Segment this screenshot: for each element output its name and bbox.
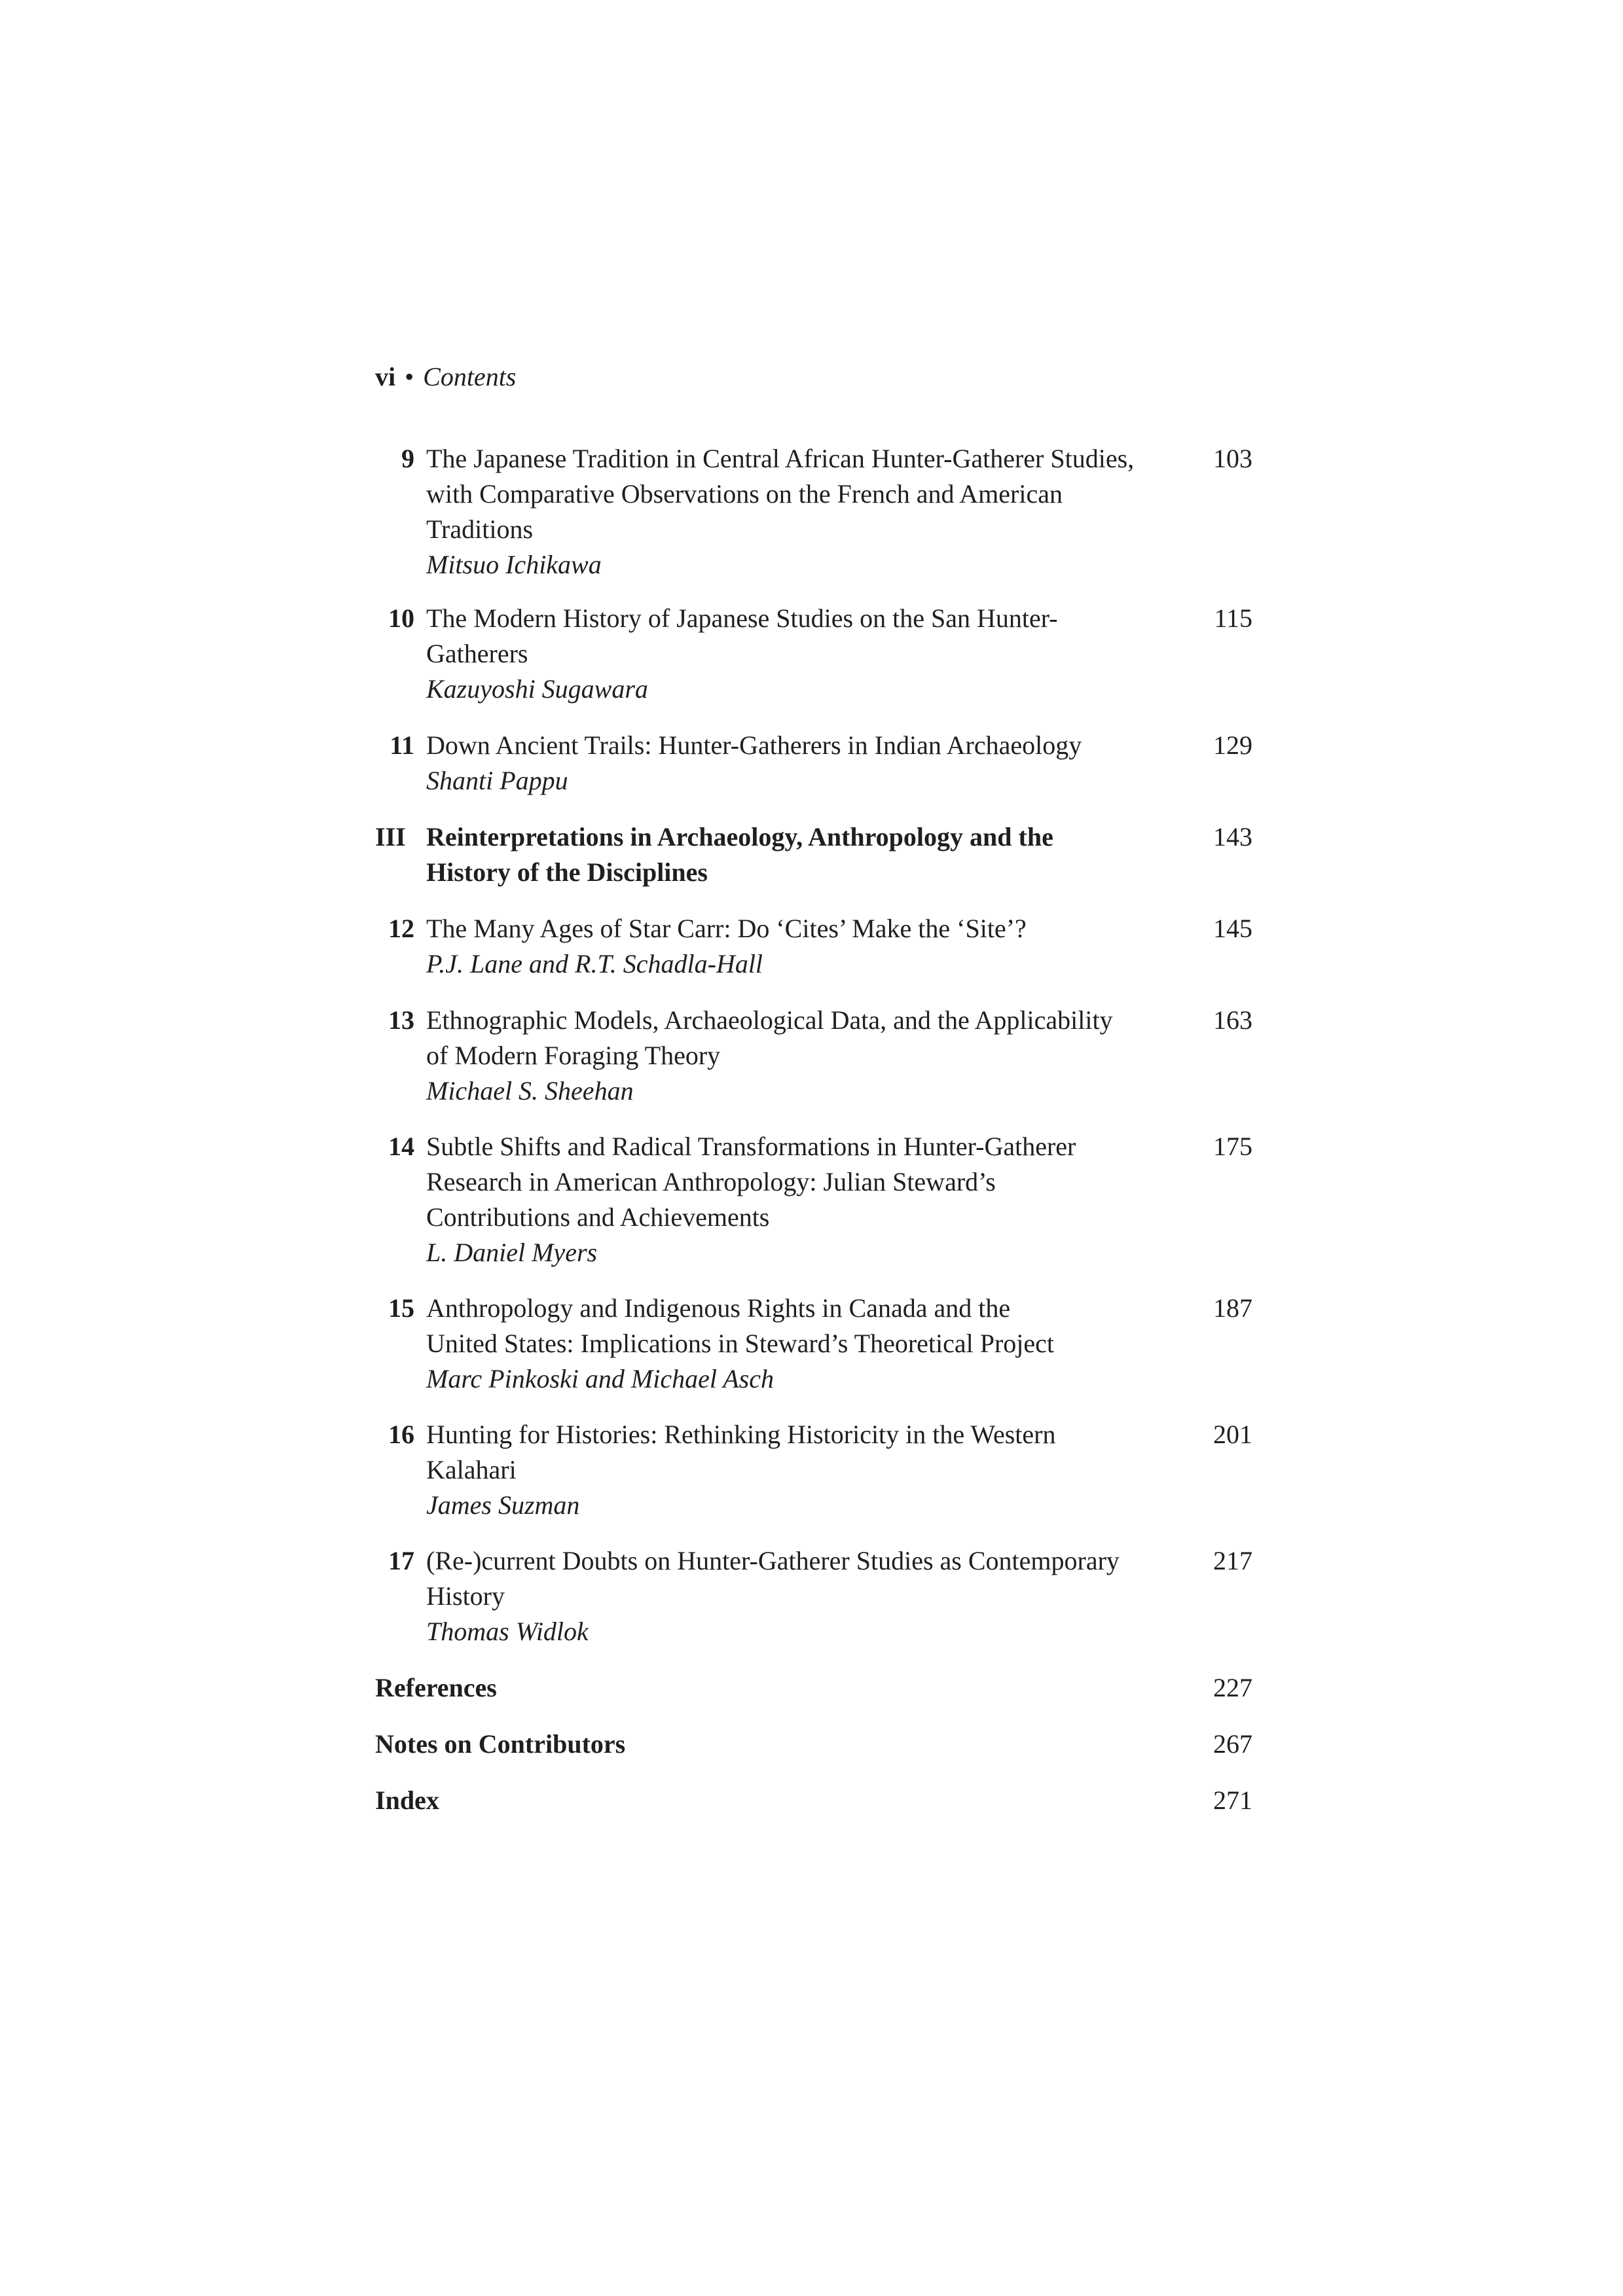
chapter-number: 11 [390,730,414,760]
chapter-author: L. Daniel Myers [426,1238,598,1267]
chapter-title-line: Subtle Shifts and Radical Transformations in Hunter-Gatherer [426,1132,1076,1161]
chapter-title-line: Kalahari [426,1455,517,1484]
chapter-title-line: The Modern History of Japanese Studies on the San Hunter- [426,603,1058,633]
chapter-number: 16 [388,1420,414,1449]
chapter-author: James Suzman [426,1490,580,1520]
chapter-title-line: History [426,1581,505,1611]
page-number: 271 [1213,1785,1252,1815]
entry-body [426,601,1163,707]
page-number: 175 [1213,1132,1252,1161]
running-head-section: Contents [423,362,517,391]
chapter-author: P.J. Lane and R.T. Schadla-Hall [426,949,763,978]
page-number: 143 [1213,822,1252,852]
running-head [375,359,516,395]
chapter-title-line: The Many Ages of Star Carr: Do ‘Cites’ Make the ‘Site’? [426,914,1027,943]
chapter-author: Marc Pinkoski and Michael Asch [426,1364,774,1393]
part-number: III [375,822,406,852]
page-number: 267 [1213,1729,1252,1759]
entry-body [426,1003,1163,1109]
chapter-number: 10 [388,603,414,633]
entry-body [426,1129,1163,1270]
entry-body [426,441,1163,583]
page-folio: vi [375,362,396,391]
page-number: 163 [1213,1005,1252,1035]
chapter-number: 17 [388,1546,414,1575]
chapter-author: Michael S. Sheehan [426,1076,634,1105]
chapter-title-line: Traditions [426,514,534,544]
page-number: 187 [1213,1293,1252,1323]
chapter-author: Kazuyoshi Sugawara [426,674,648,704]
chapter-number: 15 [388,1293,414,1323]
chapter-number: 13 [388,1005,414,1035]
chapter-title-line: Research in American Anthropology: Julian Steward’s [426,1167,996,1196]
chapter-number: 9 [401,444,414,473]
page-number: 217 [1213,1546,1252,1575]
entry-body [426,1543,1163,1649]
chapter-title-line: Hunting for Histories: Rethinking Historicity in the Western [426,1420,1056,1449]
entry-body [426,728,1163,798]
back-matter-label: References [375,1673,497,1702]
chapter-title-line: (Re-)current Doubts on Hunter-Gatherer Studies as Contemporary [426,1546,1120,1575]
part-title-line: Reinterpretations in Archaeology, Anthropology and the [426,822,1053,852]
chapter-title-line: Contributions and Achievements [426,1202,770,1232]
page-number: 145 [1213,914,1252,943]
chapter-title-line: Gatherers [426,639,528,668]
chapter-title-line: Down Ancient Trails: Hunter-Gatherers in Indian Archaeology [426,730,1082,760]
chapter-title-line: Anthropology and Indigenous Rights in Canada and the [426,1293,1011,1323]
chapter-title-line: with Comparative Observations on the French and American [426,479,1063,509]
chapter-title-line: The Japanese Tradition in Central African Hunter-Gatherer Studies, [426,444,1135,473]
entry-body [426,1291,1163,1397]
back-matter-label: Index [375,1785,439,1815]
page-number: 103 [1213,444,1252,473]
chapter-title-line: Ethnographic Models, Archaeological Data, and the Applicability [426,1005,1113,1035]
bullet-separator: • [405,362,414,391]
chapter-author: Thomas Widlok [426,1617,589,1646]
page-number: 129 [1213,730,1252,760]
entry-body [426,1417,1163,1523]
chapter-author: Shanti Pappu [426,766,568,795]
back-matter-label: Notes on Contributors [375,1729,626,1759]
chapter-title-line: United States: Implications in Steward’s Theoretical Project [426,1329,1055,1358]
chapter-number: 12 [388,914,414,943]
page-number: 115 [1214,603,1252,633]
chapter-number: 14 [388,1132,414,1161]
entry-body [426,911,1163,982]
chapter-author: Mitsuo Ichikawa [426,550,602,579]
part-title-line: History of the Disciplines [426,857,708,887]
chapter-title-line: of Modern Foraging Theory [426,1041,721,1070]
page-number: 201 [1213,1420,1252,1449]
page-number: 227 [1213,1673,1252,1702]
entry-body [426,819,1163,890]
